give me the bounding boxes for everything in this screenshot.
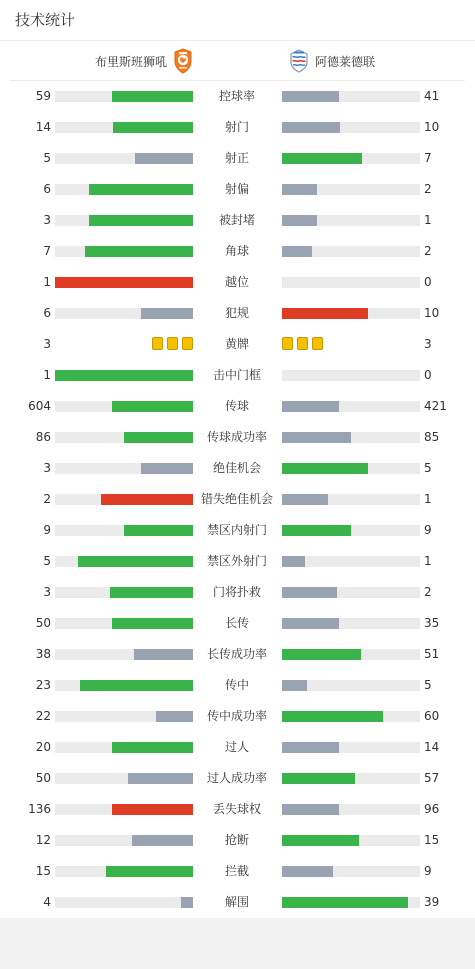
yellow-card-icon bbox=[282, 337, 293, 350]
home-stat-bar bbox=[112, 401, 193, 412]
home-stat-bar-track bbox=[55, 897, 193, 908]
home-stat-bar-track bbox=[55, 463, 193, 474]
home-stat-bar-track bbox=[55, 153, 193, 164]
home-stat-bar-track bbox=[55, 680, 193, 691]
away-stat-value: 35 bbox=[424, 616, 440, 630]
home-stat-bar-track bbox=[55, 742, 193, 753]
home-stat-bar bbox=[141, 308, 193, 319]
away-team-name: 阿德莱德联 bbox=[315, 54, 376, 69]
away-stat-bar bbox=[282, 711, 383, 722]
stat-label: 击中门框 bbox=[212, 368, 261, 382]
stat-label: 传中成功率 bbox=[206, 709, 267, 723]
away-stat-bar-track bbox=[282, 463, 420, 474]
home-stat-bar-track bbox=[55, 370, 193, 381]
home-stat-value: 12 bbox=[35, 833, 51, 847]
home-stat-value: 38 bbox=[35, 647, 51, 661]
stat-label: 传中 bbox=[224, 678, 249, 692]
home-stat-bar bbox=[112, 618, 193, 629]
away-stat-value: 2 bbox=[424, 182, 432, 196]
stat-row bbox=[0, 112, 475, 143]
home-stat-bar bbox=[141, 463, 193, 474]
home-stat-value: 86 bbox=[35, 430, 51, 444]
away-stat-value: 10 bbox=[424, 120, 440, 134]
home-stat-bar-track bbox=[55, 308, 193, 319]
home-stat-value: 15 bbox=[35, 864, 51, 878]
home-stat-value: 1 bbox=[43, 368, 51, 382]
home-stat-bar bbox=[85, 246, 193, 257]
stat-row bbox=[0, 267, 475, 298]
stat-label: 解围 bbox=[224, 895, 249, 909]
stat-row bbox=[0, 298, 475, 329]
away-stat-bar-track bbox=[282, 773, 420, 784]
home-stat-bar-track bbox=[55, 649, 193, 660]
stat-label: 射正 bbox=[224, 151, 249, 165]
home-stat-bar-track bbox=[55, 525, 193, 536]
home-stat-bar-track bbox=[55, 401, 193, 412]
yellow-card-icon bbox=[182, 337, 193, 350]
stat-row bbox=[0, 577, 475, 608]
away-stat-bar bbox=[282, 184, 317, 195]
home-stat-bar bbox=[132, 835, 193, 846]
stat-row bbox=[0, 701, 475, 732]
away-stat-value: 1 bbox=[424, 554, 432, 568]
away-stat-bar-track bbox=[282, 649, 420, 660]
stat-label: 禁区内射门 bbox=[206, 523, 267, 537]
stat-row bbox=[0, 81, 475, 112]
stat-row bbox=[0, 856, 475, 887]
away-stat-bar-track bbox=[282, 153, 420, 164]
home-stat-value: 5 bbox=[43, 554, 51, 568]
page-title: 技术统计 bbox=[15, 11, 76, 29]
stat-row bbox=[0, 794, 475, 825]
home-stat-bar bbox=[112, 742, 193, 753]
home-stat-bar-track bbox=[55, 91, 193, 102]
stat-row bbox=[0, 453, 475, 484]
away-stat-bar bbox=[282, 897, 408, 908]
away-stat-bar bbox=[282, 525, 351, 536]
yellow-card-icon bbox=[152, 337, 163, 350]
stat-label: 传球成功率 bbox=[206, 430, 267, 444]
stat-row bbox=[0, 236, 475, 267]
away-stat-value: 0 bbox=[424, 368, 432, 382]
home-stat-bar-track bbox=[55, 122, 193, 133]
away-stat-bar bbox=[282, 463, 368, 474]
home-stat-value: 23 bbox=[35, 678, 51, 692]
home-stat-bar-track bbox=[55, 184, 193, 195]
stat-label: 长传 bbox=[224, 616, 249, 630]
stat-row bbox=[0, 515, 475, 546]
away-stat-bar-track bbox=[282, 246, 420, 257]
home-stat-bar bbox=[110, 587, 193, 598]
away-stat-bar-track bbox=[282, 804, 420, 815]
away-stat-value: 2 bbox=[424, 585, 432, 599]
stat-label: 角球 bbox=[224, 244, 249, 258]
away-stat-bar bbox=[282, 773, 355, 784]
away-stat-bar bbox=[282, 618, 339, 629]
away-stat-bar bbox=[282, 432, 351, 443]
away-stat-value: 421 bbox=[424, 399, 447, 413]
away-stat-value: 9 bbox=[424, 523, 432, 537]
stat-row bbox=[0, 329, 475, 360]
away-stat-bar-track bbox=[282, 91, 420, 102]
home-stat-bar-track bbox=[55, 773, 193, 784]
away-stat-value: 57 bbox=[424, 771, 440, 785]
away-stat-bar-track bbox=[282, 711, 420, 722]
home-stat-bar-track bbox=[55, 556, 193, 567]
home-stat-bar bbox=[181, 897, 193, 908]
away-stat-bar bbox=[282, 804, 339, 815]
stat-row bbox=[0, 732, 475, 763]
away-stat-value: 0 bbox=[424, 275, 432, 289]
stat-row bbox=[0, 205, 475, 236]
away-stat-bar-track bbox=[282, 370, 420, 381]
away-stat-value: 5 bbox=[424, 461, 432, 475]
home-stat-bar-track bbox=[55, 618, 193, 629]
away-stat-bar bbox=[282, 866, 333, 877]
yellow-card-icon bbox=[312, 337, 323, 350]
home-stat-value: 604 bbox=[28, 399, 51, 413]
home-stat-bar-track bbox=[55, 215, 193, 226]
home-team-name: 布里斯班狮吼 bbox=[94, 54, 167, 69]
home-stat-bar-track bbox=[55, 432, 193, 443]
stat-label: 传球 bbox=[224, 399, 249, 413]
home-stat-value: 2 bbox=[43, 492, 51, 506]
home-stat-value: 5 bbox=[43, 151, 51, 165]
away-stat-bar-track bbox=[282, 618, 420, 629]
home-stat-bar bbox=[78, 556, 193, 567]
stat-row bbox=[0, 174, 475, 205]
yellow-card-icon bbox=[297, 337, 308, 350]
away-stat-value: 5 bbox=[424, 678, 432, 692]
stat-label: 被封堵 bbox=[218, 213, 255, 227]
home-stat-bar bbox=[106, 866, 193, 877]
stat-label: 犯规 bbox=[224, 306, 249, 320]
stat-row bbox=[0, 763, 475, 794]
home-stat-bar bbox=[113, 122, 193, 133]
away-stat-value: 2 bbox=[424, 244, 432, 258]
home-stat-bar bbox=[112, 91, 193, 102]
stat-label: 射偏 bbox=[224, 182, 249, 196]
home-stat-bar bbox=[124, 432, 193, 443]
home-stat-bar-track bbox=[55, 587, 193, 598]
away-stat-bar bbox=[282, 494, 328, 505]
home-stat-value: 3 bbox=[43, 461, 51, 475]
yellow-card-icon bbox=[167, 337, 178, 350]
stat-label: 长传成功率 bbox=[206, 647, 267, 661]
away-stat-bar-track bbox=[282, 835, 420, 846]
away-team-header[interactable] bbox=[289, 46, 375, 76]
home-stat-value: 59 bbox=[35, 89, 51, 103]
away-stat-value: 51 bbox=[424, 647, 440, 661]
away-stat-value: 60 bbox=[424, 709, 440, 723]
away-stat-value: 85 bbox=[424, 430, 440, 444]
away-stat-bar-track bbox=[282, 401, 420, 412]
away-stat-bar bbox=[282, 153, 362, 164]
away-stat-bar bbox=[282, 680, 307, 691]
stat-row bbox=[0, 608, 475, 639]
away-stat-value: 1 bbox=[424, 492, 432, 506]
home-stat-value: 3 bbox=[43, 213, 51, 227]
away-stat-bar bbox=[282, 742, 339, 753]
stat-row bbox=[0, 422, 475, 453]
home-stat-value: 20 bbox=[35, 740, 51, 754]
home-stat-bar bbox=[124, 525, 193, 536]
away-stat-bar-track bbox=[282, 215, 420, 226]
home-stat-bar bbox=[55, 277, 193, 288]
stat-row bbox=[0, 887, 475, 918]
home-stat-bar-track bbox=[55, 804, 193, 815]
home-stat-bar-track bbox=[55, 866, 193, 877]
home-stat-value: 6 bbox=[43, 182, 51, 196]
stat-label: 门将扑救 bbox=[212, 585, 261, 599]
away-yellow-cards bbox=[282, 337, 323, 350]
home-stat-value: 3 bbox=[43, 585, 51, 599]
home-stat-bar bbox=[128, 773, 193, 784]
away-stat-value: 39 bbox=[424, 895, 440, 909]
away-stat-bar bbox=[282, 308, 368, 319]
home-team-header[interactable] bbox=[95, 46, 193, 76]
home-stat-bar-track bbox=[55, 494, 193, 505]
away-stat-bar bbox=[282, 215, 317, 226]
away-stat-bar bbox=[282, 91, 339, 102]
stat-label: 绝佳机会 bbox=[212, 461, 261, 475]
away-stat-bar-track bbox=[282, 556, 420, 567]
home-stat-bar bbox=[112, 804, 193, 815]
stat-label: 过人 bbox=[224, 740, 249, 754]
home-stat-bar bbox=[80, 680, 193, 691]
stat-label: 拦截 bbox=[224, 864, 249, 878]
away-stat-bar-track bbox=[282, 587, 420, 598]
stat-row bbox=[0, 546, 475, 577]
away-stat-bar bbox=[282, 122, 340, 133]
adelaide-united-crest-icon bbox=[289, 48, 309, 74]
home-stat-bar-track bbox=[55, 835, 193, 846]
home-stat-bar bbox=[89, 215, 193, 226]
home-stat-value: 3 bbox=[43, 337, 51, 351]
home-stat-value: 50 bbox=[35, 616, 51, 630]
stat-label: 射门 bbox=[224, 120, 249, 134]
home-stat-bar-track bbox=[55, 277, 193, 288]
home-stat-bar bbox=[134, 649, 193, 660]
title-divider bbox=[0, 40, 475, 41]
away-stat-bar-track bbox=[282, 866, 420, 877]
stat-label: 黄牌 bbox=[224, 337, 249, 351]
away-stat-value: 7 bbox=[424, 151, 432, 165]
away-stat-bar-track bbox=[282, 432, 420, 443]
stat-row bbox=[0, 360, 475, 391]
home-stat-value: 50 bbox=[35, 771, 51, 785]
away-stat-bar-track bbox=[282, 680, 420, 691]
away-stat-value: 3 bbox=[424, 337, 432, 351]
away-stat-bar bbox=[282, 835, 359, 846]
away-stat-value: 96 bbox=[424, 802, 440, 816]
stat-label: 控球率 bbox=[218, 89, 255, 103]
away-stat-bar bbox=[282, 401, 339, 412]
stat-label: 丢失球权 bbox=[212, 802, 261, 816]
away-stat-bar-track bbox=[282, 308, 420, 319]
home-stat-bar bbox=[55, 370, 193, 381]
away-stat-value: 14 bbox=[424, 740, 440, 754]
home-stat-bar bbox=[135, 153, 193, 164]
home-stat-value: 7 bbox=[43, 244, 51, 258]
home-stat-value: 136 bbox=[28, 802, 51, 816]
home-stat-value: 6 bbox=[43, 306, 51, 320]
stat-row bbox=[0, 639, 475, 670]
stat-row bbox=[0, 143, 475, 174]
away-stat-bar-track bbox=[282, 494, 420, 505]
away-stat-value: 9 bbox=[424, 864, 432, 878]
away-stat-value: 10 bbox=[424, 306, 440, 320]
stat-row bbox=[0, 484, 475, 515]
home-stat-bar bbox=[101, 494, 193, 505]
stat-row bbox=[0, 391, 475, 422]
stat-row bbox=[0, 825, 475, 856]
away-stat-value: 1 bbox=[424, 213, 432, 227]
away-stat-bar bbox=[282, 649, 361, 660]
home-stat-value: 4 bbox=[43, 895, 51, 909]
away-stat-value: 15 bbox=[424, 833, 440, 847]
stat-row bbox=[0, 670, 475, 701]
home-stat-value: 14 bbox=[35, 120, 51, 134]
away-stat-bar-track bbox=[282, 277, 420, 288]
home-stat-bar bbox=[156, 711, 193, 722]
away-stat-bar-track bbox=[282, 897, 420, 908]
away-stat-bar bbox=[282, 246, 312, 257]
away-stat-bar-track bbox=[282, 122, 420, 133]
home-stat-bar-track bbox=[55, 246, 193, 257]
brisbane-roar-crest-icon bbox=[173, 48, 193, 74]
home-stat-value: 1 bbox=[43, 275, 51, 289]
home-yellow-cards bbox=[152, 337, 193, 350]
stat-label: 越位 bbox=[224, 275, 249, 289]
away-stat-value: 41 bbox=[424, 89, 440, 103]
away-stat-bar-track bbox=[282, 742, 420, 753]
away-stat-bar-track bbox=[282, 184, 420, 195]
away-stat-bar bbox=[282, 587, 337, 598]
away-stat-bar bbox=[282, 556, 305, 567]
home-stat-bar bbox=[89, 184, 193, 195]
away-stat-bar-track bbox=[282, 525, 420, 536]
stat-label: 抢断 bbox=[224, 833, 249, 847]
home-stat-bar-track bbox=[55, 711, 193, 722]
home-stat-value: 22 bbox=[35, 709, 51, 723]
stat-label: 过人成功率 bbox=[206, 771, 267, 785]
stat-label: 错失绝佳机会 bbox=[200, 492, 273, 506]
stat-label: 禁区外射门 bbox=[206, 554, 267, 568]
home-stat-value: 9 bbox=[43, 523, 51, 537]
